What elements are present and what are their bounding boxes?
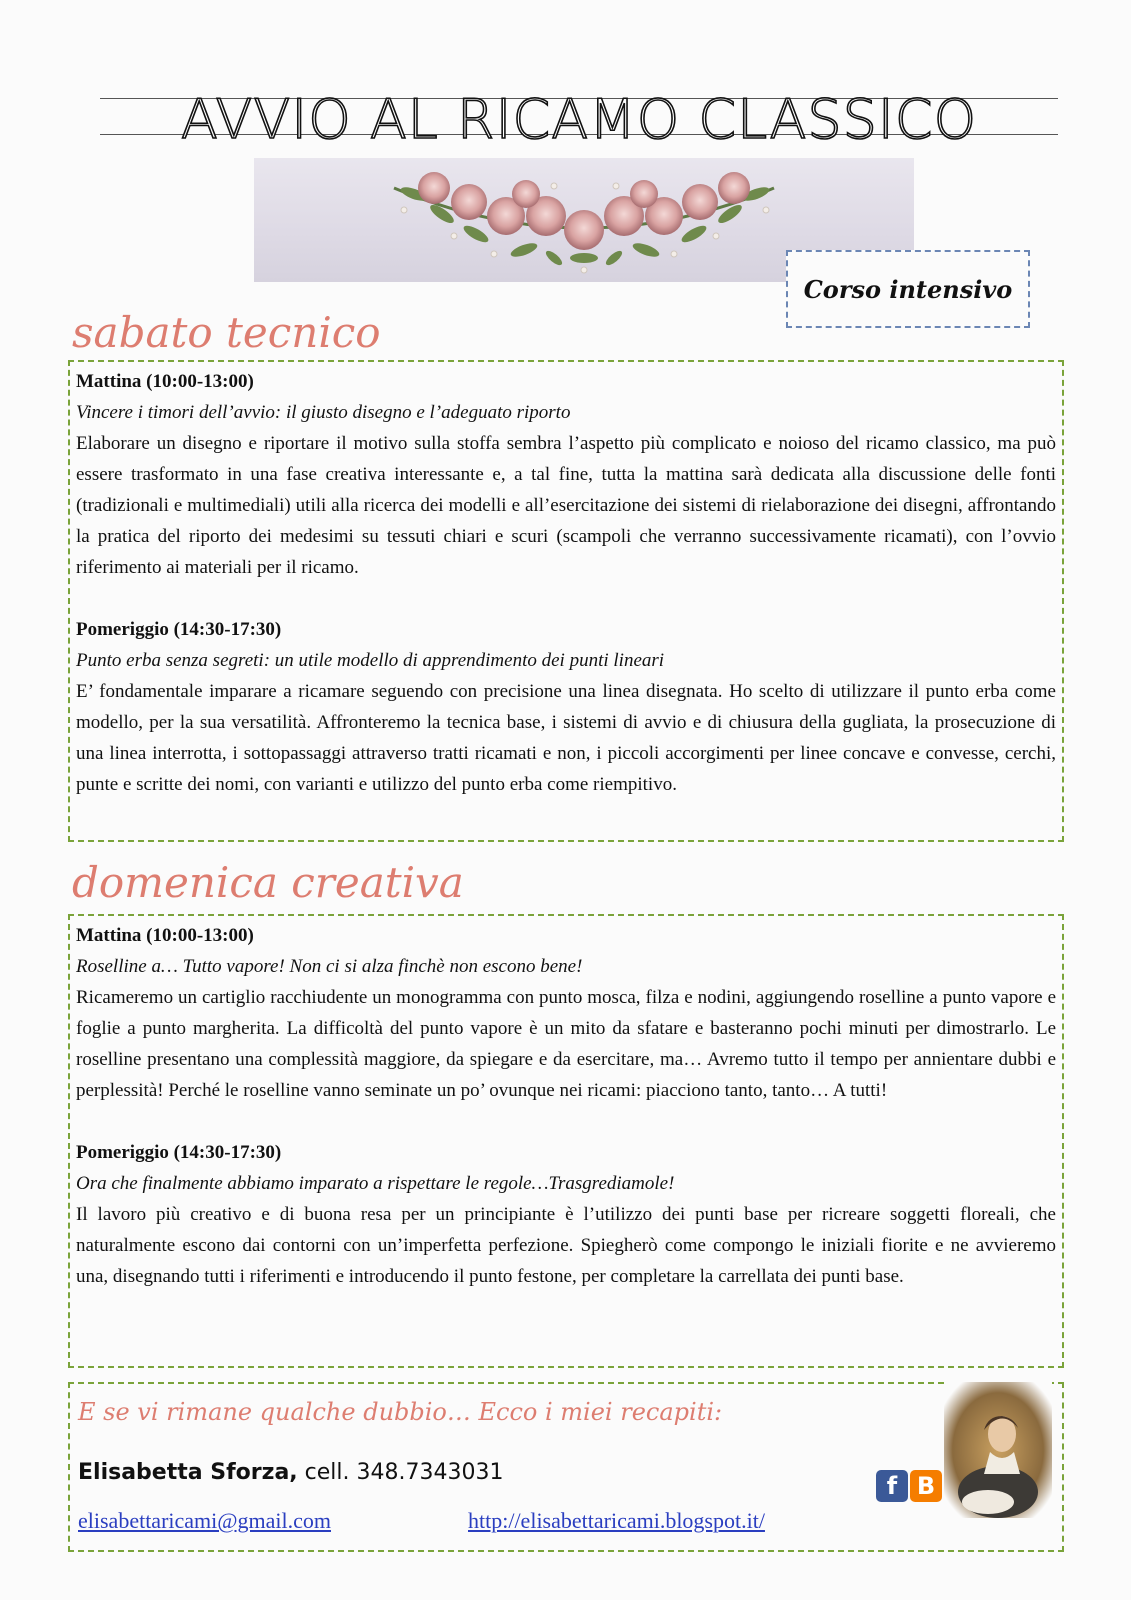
contact-name: Elisabetta Sforza,: [78, 1460, 298, 1485]
saturday-morning-title: Mattina (10:00-13:00): [76, 371, 254, 392]
sunday-afternoon-subtitle: Ora che finalmente abbiamo imparato a rispettare le regole…Trasgrediamole!: [76, 1173, 675, 1194]
facebook-icon[interactable]: f: [876, 1470, 908, 1502]
page-title: AVVIO AL RICAMO CLASSICO: [180, 88, 978, 151]
saturday-morning-subtitle: Vincere i timori dell’avvio: il giusto disegno e l’adeguato riporto: [76, 402, 571, 423]
saturday-heading: sabato tecnico: [72, 308, 381, 357]
saturday-morning-body: Elaborare un disegno e riportare il motivo sulla stoffa sembra l’aspetto più complicato e noioso del ricamo classico, ma può essere trasformato in una fase creativa interessante e, a tal fine, tutta la mattina sarà dedicata alla discussione delle fonti (tradizionali e multimediali) utili alla ricerca dei modelli e all’esercitazione dei sistemi di rielaborazione dei disegni, affrontando la pratica del riporto dei medesimi su tessuti chiari e scuri (scampoli che verranno successivamente ricamati), con l’ovvio riferimento ai materiali per il ricamo.: [76, 433, 1056, 578]
sunday-box: [68, 914, 1064, 1368]
sunday-afternoon-title: Pomeriggio (14:30-17:30): [76, 1142, 282, 1163]
sunday-afternoon-body: Il lavoro più creativo e di buona resa per un principiante è l’utilizzo dei punti base per ricreare soggetti floreali, che naturalmente escono dai contorni con un’imperfetta perfezione. Spiegherò come compongo le iniziali fiorite e ne avvieremo una, disegnando tutti i riferimenti e introducendo il punto festone, per completare la carrellata dei punti base.: [76, 1204, 1056, 1287]
sunday-heading: domenica creativa: [72, 858, 464, 907]
saturday-box: [68, 360, 1064, 842]
contact-line: [78, 1460, 503, 1485]
contact-phone: cell. 348.7343031: [297, 1460, 504, 1485]
sunday-morning-subtitle: Roselline a… Tutto vapore! Non ci si alza finchè non escono bene!: [76, 956, 583, 977]
sunday-morning-body: Ricameremo un cartiglio racchiudente un monogramma con punto mosca, filza e nodini, aggiungendo roselline a punto vapore e foglie a punto margherita. La difficoltà del punto vapore è un mito da sfatare e basteranno pochi minuti per dimostrarlo. Le roselline presentano una complessità maggiore, da spiegare e da esercitare, ma… Avremo tutto il tempo per annientare dubbi e perplessità! Perché le roselline vanno seminate un po’ ovunque nei ricami: piacciono tanto, tanto… A tutti!: [76, 987, 1056, 1101]
contact-lead-text: E se vi rimane qualche dubbio… Ecco i miei recapiti:: [78, 1398, 723, 1426]
saturday-afternoon-body: E’ fondamentale imparare a ricamare seguendo con precisione una linea disegnata. Ho scelto di utilizzare il punto erba come modello, per la sua versatilità. Affronteremo la tecnica base, i sistemi di avvio e di chiusura della gugliata, la prosecuzione di una linea interrotta, i sottopassaggi attraverso tratti ricamati e non, i piccoli accorgimenti per linee concave e convesse, cerchi, punte e scritte dei nomi, con varianti e utilizzo del punto erba come riempitivo.: [76, 681, 1056, 795]
saturday-afternoon-subtitle: Punto erba senza segreti: un utile modello di apprendimento dei punti lineari: [76, 650, 665, 671]
author-portrait-image: [944, 1382, 1052, 1518]
blog-link[interactable]: http://elisabettaricami.blogspot.it/: [468, 1508, 765, 1533]
email-link[interactable]: elisabettaricami@gmail.com: [78, 1508, 331, 1533]
blogger-icon[interactable]: B: [910, 1470, 942, 1502]
course-badge: Corso intensivo: [786, 250, 1030, 328]
saturday-afternoon-title: Pomeriggio (14:30-17:30): [76, 619, 282, 640]
social-icons: [876, 1470, 942, 1502]
contact-box: [68, 1382, 1064, 1552]
sunday-morning-title: Mattina (10:00-13:00): [76, 925, 254, 946]
title-block: [100, 86, 1058, 150]
